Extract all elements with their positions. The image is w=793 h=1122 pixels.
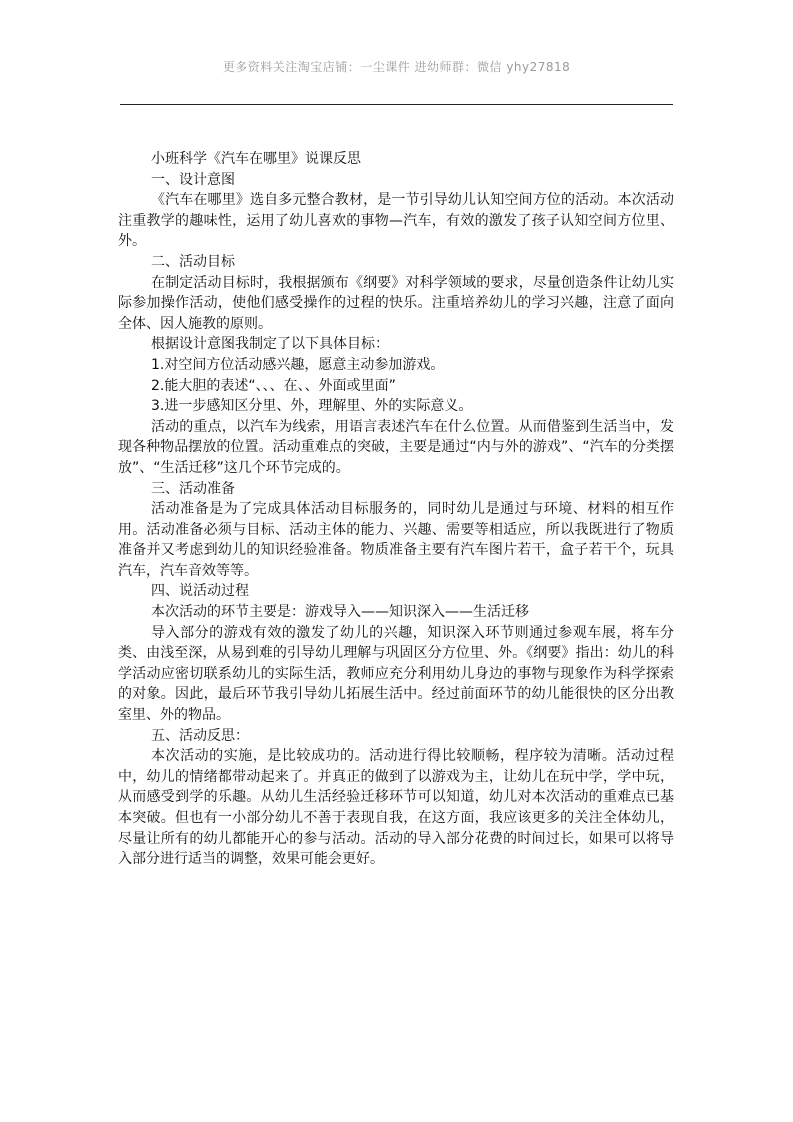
goal-item-2: 2.能大胆的表述“、、、在、、外面或里面”: [151, 377, 396, 394]
page-header-watermark: 更多资料关注淘宝店铺：一尘课件 进幼师群：微信 yhy27818: [222, 60, 571, 74]
paragraph: 导入部分的游戏有效的激发了幼儿的兴趣，知识深入环节则通过参观车展，将车分类、由浅至深，从易到难的引导幼儿理解与巩固区分方位里、外。《纲要》指出：幼儿的科学活动应密切联系幼儿的实际生活，教师应充分利用幼儿身边的事物与现象作为科学探索的对象。因此，最后环节我引导幼儿拓展生活中。经过前面环节的幼儿能很快的区分出教室里、外的物品。: [118, 624, 674, 724]
document-body: [118, 149, 674, 870]
paragraph: 根据设计意图我制定了以下具体目标：: [151, 336, 389, 353]
section-heading-goals: 二、活动目标: [151, 253, 235, 270]
paragraph: 活动准备是为了完成具体活动目标服务的，同时幼儿是通过与环境、材料的相互作用。活动准备必须与目标、活动主体的能力、兴趣、需要等相适应，所以我既进行了物质准备并又考虑到幼儿的知识经验准备。物质准备主要有汽车图片若干，盒子若干个，玩具汽车，汽车音效等等。: [118, 501, 674, 579]
header-divider: [120, 104, 673, 105]
paragraph: 本次活动的环节主要是：游戏导入——知识深入——生活迁移: [151, 604, 529, 621]
section-heading-reflection: 五、活动反思：: [151, 727, 249, 744]
section-heading-design-intent: 一、设计意图: [151, 171, 235, 188]
goal-item-3: 3.进一步感知区分里、外，理解里、外的实际意义。: [151, 398, 473, 415]
section-heading-process: 四、说活动过程: [151, 583, 249, 600]
paragraph: 本次活动的实施，是比较成功的。活动进行得比较顺畅，程序较为清晰。活动过程中，幼儿的情绪都带动起来了。并真正的做到了以游戏为主，让幼儿在玩中学，学中玩，从而感受到学的乐趣。从幼儿生活经验迁移环节可以知道，幼儿对本次活动的重难点已基本突破。但也有一小部分幼儿不善于表现自我，在这方面，我应该更多的关注全体幼儿，尽量让所有的幼儿都能开心的参与活动。活动的导入部分花费的时间过长，如果可以将导入部分进行适当的调整，效果可能会更好。: [118, 748, 674, 868]
goal-item-1: 1.对空间方位活动感兴趣，愿意主动参加游戏。: [151, 356, 445, 373]
section-heading-preparation: 三、活动准备: [151, 480, 235, 497]
paragraph: 《汽车在哪里》选自多元整合教材，是一节引导幼儿认知空间方位的活动。本次活动注重教学的趣味性，运用了幼儿喜欢的事物—汽车，有效的激发了孩子认知空间方位里、外。: [118, 192, 674, 250]
paragraph: 在制定活动目标时，我根据颁布《纲要》对科学领域的要求，尽量创造条件让幼儿实际参加操作活动，使他们感受操作的过程的快乐。注重培养幼儿的学习兴趣，注意了面向全体、因人施教的原则。: [118, 274, 674, 332]
paragraph: 活动的重点，以汽车为线索，用语言表述汽车在什么位置。从而借鉴到生活当中，发现各种物品摆放的位置。活动重难点的突破，主要是通过“内与外的游戏”、“汽车的分类摆放”、“生活迁移”这几个环节完成的。: [118, 418, 674, 476]
document-title: 小班科学《汽车在哪里》说课反思: [151, 151, 361, 167]
